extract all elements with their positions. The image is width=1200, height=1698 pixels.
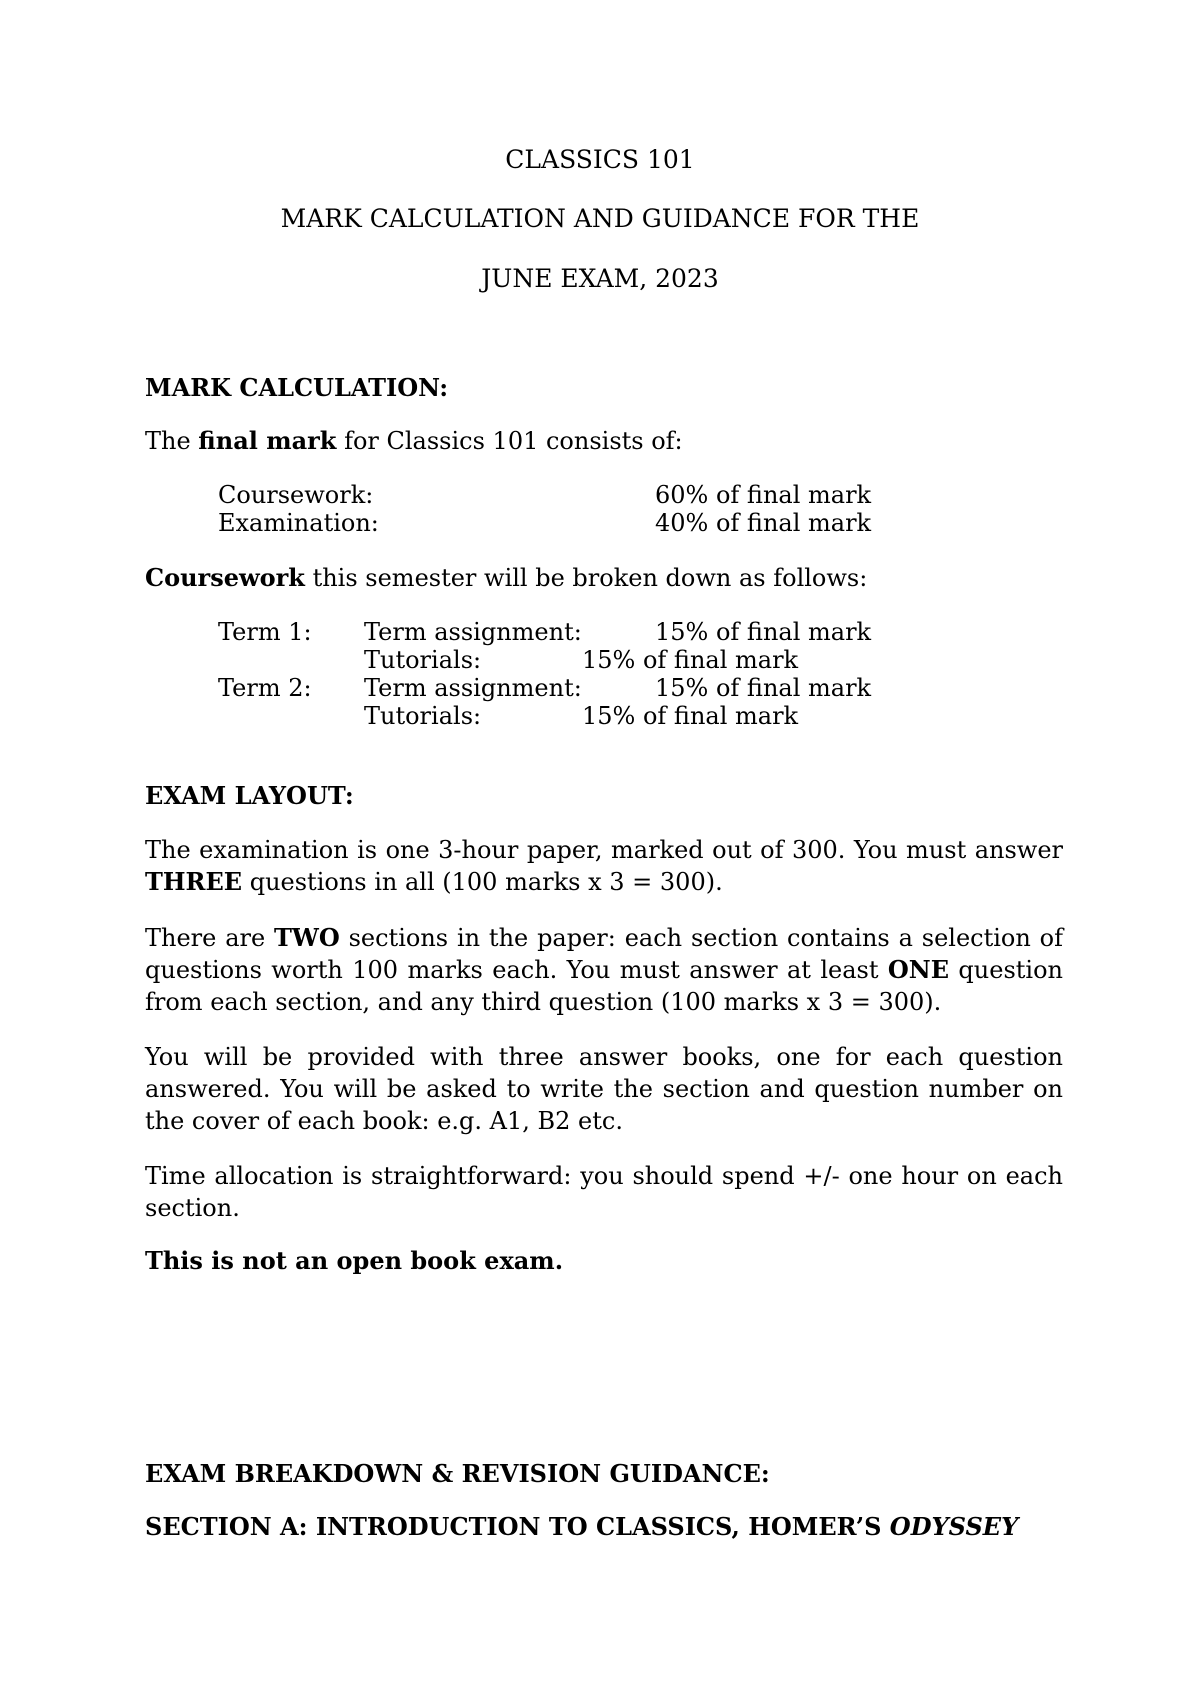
exam-layout-paragraph-2: There are TWO sections in the paper: each section contains a selection of questions worth 100 marks each. You must answer at least ONE question from each section, and any third question (100 marks x 3 = 300). bbox=[145, 923, 1063, 1016]
examination-label: Examination: bbox=[218, 509, 379, 537]
course-title: CLASSICS 101 bbox=[505, 145, 695, 174]
section-a-heading: SECTION A: INTRODUCTION TO CLASSICS, HOMER’S ODYSSEY bbox=[145, 1512, 1019, 1541]
term-2-tutorials-label: Tutorials: bbox=[364, 702, 482, 730]
exam-layout-paragraph-4: Time allocation is straightforward: you should spend +/- one hour on each section. bbox=[145, 1162, 1063, 1222]
coursework-value: 60% of final mark bbox=[655, 481, 872, 509]
exam-breakdown-heading: EXAM BREAKDOWN & REVISION GUIDANCE: bbox=[145, 1459, 770, 1488]
exam-layout-paragraph-1: The examination is one 3-hour paper, marked out of 300. You must answer THREE questions in all (100 marks x 3 = 300). bbox=[145, 836, 1063, 896]
term-1-label: Term 1: bbox=[218, 618, 312, 646]
examination-value: 40% of final mark bbox=[655, 509, 872, 537]
final-mark-intro: The final mark for Classics 101 consists of: bbox=[145, 426, 683, 455]
mark-calculation-heading: MARK CALCULATION: bbox=[145, 373, 449, 402]
term-1-assignment-label: Term assignment: bbox=[364, 618, 582, 646]
term-2-tutorials-value: 15% of final mark bbox=[582, 702, 799, 730]
exam-layout-heading: EXAM LAYOUT: bbox=[145, 781, 354, 810]
coursework-label: Coursework: bbox=[218, 481, 374, 509]
not-open-book-notice: This is not an open book exam. bbox=[145, 1246, 564, 1275]
term-2-label: Term 2: bbox=[218, 674, 312, 702]
term-2-assignment-label: Term assignment: bbox=[364, 674, 582, 702]
coursework-breakdown-intro: Coursework this semester will be broken down as follows: bbox=[145, 563, 868, 592]
term-2-assignment-value: 15% of final mark bbox=[655, 674, 872, 702]
term-1-assignment-value: 15% of final mark bbox=[655, 618, 872, 646]
term-1-tutorials-value: 15% of final mark bbox=[582, 646, 799, 674]
document-title: MARK CALCULATION AND GUIDANCE FOR THE bbox=[280, 204, 920, 233]
exam-title: JUNE EXAM, 2023 bbox=[481, 264, 719, 293]
term-1-tutorials-label: Tutorials: bbox=[364, 646, 482, 674]
exam-layout-paragraph-3: You will be provided with three answer books, one for each question answered. You will be asked to write the section and question number on the cover of each book: e.g. A1, B2 etc. bbox=[145, 1043, 1063, 1135]
